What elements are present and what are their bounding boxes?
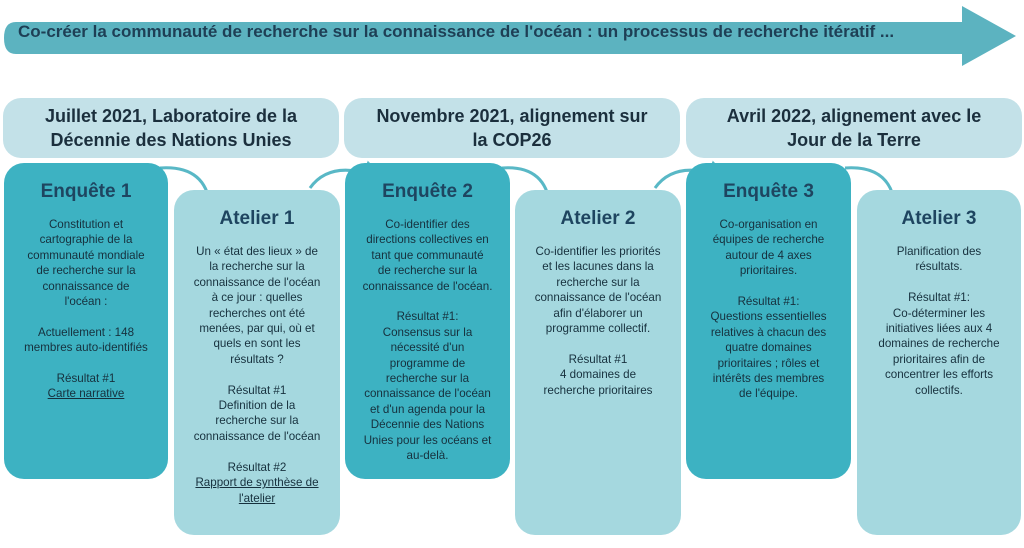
period-label: Avril 2022, alignement avec le Jour de la Terre [726,106,982,150]
card-title: Atelier 1 [219,208,295,229]
card-title: Atelier 2 [560,208,636,229]
period-november-2021 [344,98,680,158]
card-body: Planification des résultats. Résultat #1: Co-déterminer les initiatives liées aux 4 domaines de recherche prioritaires afin de concentrer les efforts collectifs. [878,245,1000,397]
card-atelier-3 [857,190,1021,535]
rapport-synthese-link[interactable]: Rapport de synthèse de l'atelier [195,476,319,505]
period-july-2021 [3,98,339,158]
card-atelier-1 [174,190,340,535]
card-body: Constitution et cartographie de la communauté mondiale de recherche sur la connaissance de l'océan : Actuellement : 148 membres auto-identifiés Résultat #1 [24,218,148,386]
card-body: Co-identifier des directions collectives en tant que communauté de recherche sur la connaissance de l'océan. Résultat #1: Consensus sur la nécessité d'un programme de recherche sur la connaissance de l'océan et d'un agenda pour la Décennie des Nations Unies pour les océans et au-delà. [362,218,493,463]
card-enquete-3 [686,163,851,479]
period-label: Juillet 2021, Laboratoire de la Décennie des Nations Unies [44,106,298,150]
card-enquete-2 [345,163,510,479]
period-label: Novembre 2021, alignement sur la COP26 [376,106,648,150]
card-atelier-2 [515,190,681,535]
card-body: Co-identifier les priorités et les lacunes dans la recherche sur la connaissance de l'océan afin d'élaborer un programme collectif. Résultat #1 4 domaines de recherche prioritaires [534,245,662,397]
card-body: Un « état des lieux » de la recherche sur la connaissance de l'océan à ce jour : quelles recherches ont été menées, par qui, où et quels en sont les résultats ? Résultat #1 Definition de la recherche sur la connaissance de l'océan Résultat #2 [193,245,321,474]
card-body: Co-organisation en équipes de recherche autour de 4 axes prioritaires. Résultat #1: Questions essentielles relatives à chacun des quatre domaines prioritaires ; rôles et intérêts des membres de l'équipe. [710,218,827,401]
banner-title: Co-créer la communauté de recherche sur la connaissance de l'océan : un processus de recherche itératif ... [18,22,895,41]
period-april-2022 [686,98,1022,158]
title-banner [0,0,1024,70]
card-title: Atelier 3 [901,208,977,229]
carte-narrative-link[interactable]: Carte narrative [47,387,125,401]
card-enquete-1 [4,163,168,479]
card-title: Enquête 3 [723,181,814,202]
card-title: Enquête 1 [40,181,132,202]
card-title: Enquête 2 [382,181,473,202]
